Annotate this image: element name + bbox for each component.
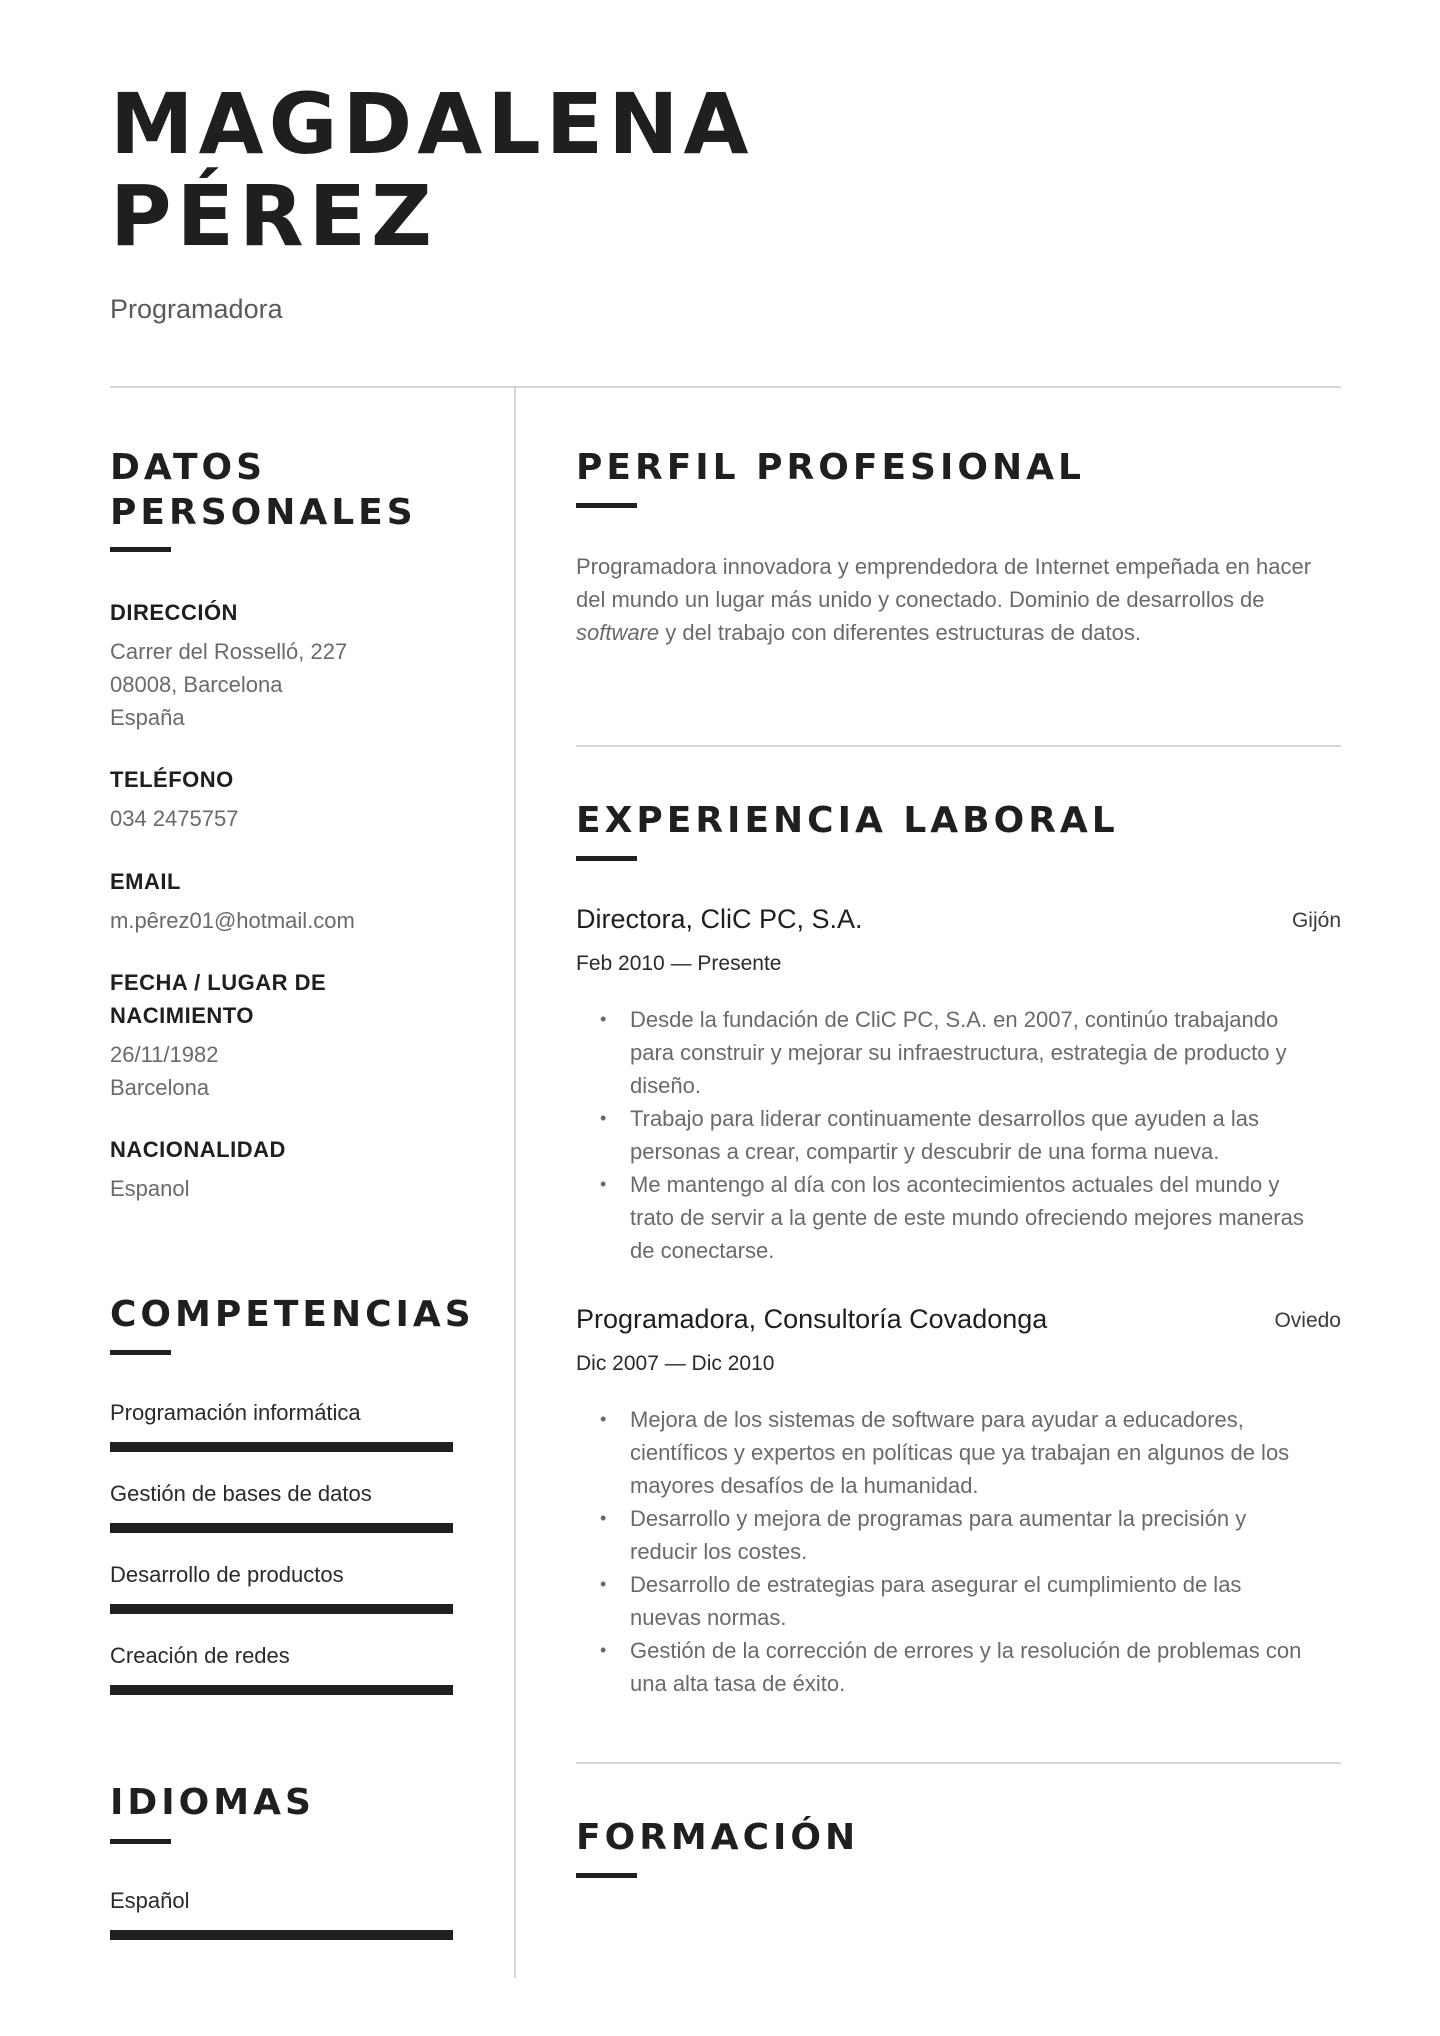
profile-text-italic: software bbox=[576, 620, 660, 645]
birth-label bbox=[110, 966, 430, 1032]
education-heading-underline bbox=[576, 1873, 637, 1878]
bullet-text: Gestión de la corrección de errores y la resolución de problemas con una alta tasa de éxito. bbox=[630, 1638, 1302, 1696]
profile-divider bbox=[576, 745, 1341, 747]
bullet-text: Me mantengo al día con los acontecimientos actuales del mundo y trato de servir a la gente de este mundo ofreciendo mejores maneras de conectarse. bbox=[630, 1172, 1304, 1263]
job-role: Programadora bbox=[110, 294, 283, 324]
header-divider bbox=[110, 386, 1341, 388]
job-title: Programadora, Consultoría Covadonga bbox=[576, 1304, 1048, 1334]
personal-heading-underline bbox=[110, 547, 171, 552]
bullet-dot: • bbox=[600, 1108, 607, 1128]
birth-place: Barcelona bbox=[110, 1075, 210, 1100]
skill-level-bar bbox=[110, 1442, 453, 1452]
profile-text-part: Programadora innovadora y emprendedora de Internet empeñada en hacer del mundo un lugar más unido y conectado. Dominio de desarrollos de bbox=[576, 554, 1312, 612]
experience-heading-underline bbox=[576, 856, 637, 861]
birth-label-line1: FECHA / LUGAR DE bbox=[110, 970, 327, 995]
profile-text-part: y del trabajo con diferentes estructuras de datos. bbox=[659, 620, 1141, 645]
bullet-dot: • bbox=[600, 1640, 607, 1660]
profile-heading-underline bbox=[576, 503, 637, 508]
languages-heading: IDIOMAS bbox=[110, 1782, 315, 1823]
bullet-dot: • bbox=[600, 1574, 607, 1594]
job-bullet bbox=[600, 1502, 1315, 1568]
languages-heading-underline bbox=[110, 1839, 171, 1844]
skill-label: Desarrollo de productos bbox=[110, 1562, 344, 1587]
birth-label-line2: NACIMIENTO bbox=[110, 1003, 254, 1028]
personal-heading-line2: PERSONALES bbox=[110, 492, 417, 533]
address-label: DIRECCIÓN bbox=[110, 600, 238, 625]
bullet-text: Mejora de los sistemas de software para ayudar a educadores, científicos y expertos en políticas que ya trabajan en algunos de los mayores desafíos de la humanidad. bbox=[630, 1407, 1290, 1498]
column-divider bbox=[514, 388, 516, 1978]
skill-label: Gestión de bases de datos bbox=[110, 1481, 372, 1506]
experience-heading: EXPERIENCIA LABORAL bbox=[576, 800, 1119, 841]
skills-heading-underline bbox=[110, 1350, 171, 1355]
address-line: 08008, Barcelona bbox=[110, 672, 283, 697]
skills-heading: COMPETENCIAS bbox=[110, 1294, 475, 1335]
bullet-text: Trabajo para liderar continuamente desarrollos que ayuden a las personas a crear, compartir y descubrir de una forma nueva. bbox=[630, 1106, 1260, 1164]
job-bullet bbox=[600, 1168, 1315, 1267]
job-bullets bbox=[600, 1403, 1315, 1700]
nationality-label: NACIONALIDAD bbox=[110, 1137, 286, 1162]
birth-date: 26/11/1982 bbox=[110, 1042, 219, 1067]
job-dates: Dic 2007 — Dic 2010 bbox=[576, 1352, 775, 1375]
job-bullet bbox=[600, 1634, 1315, 1700]
bullet-dot: • bbox=[600, 1174, 607, 1194]
bullet-text: Desarrollo y mejora de programas para aumentar la precisión y reducir los costes. bbox=[630, 1506, 1247, 1564]
phone-label: TELÉFONO bbox=[110, 767, 234, 792]
address-line: España bbox=[110, 705, 185, 730]
personal-heading bbox=[110, 445, 417, 535]
language-label: Español bbox=[110, 1888, 190, 1913]
job-bullet bbox=[600, 1568, 1315, 1634]
profile-heading: PERFIL PROFESIONAL bbox=[576, 447, 1085, 488]
name-last: PÉREZ bbox=[110, 167, 437, 265]
bullet-dot: • bbox=[600, 1009, 607, 1029]
phone-value: 034 2475757 bbox=[110, 806, 239, 831]
candidate-name bbox=[110, 75, 1010, 265]
name-first: MAGDALENA bbox=[110, 75, 754, 173]
job-bullet bbox=[600, 1003, 1315, 1102]
job-title: Directora, CliC PC, S.A. bbox=[576, 904, 863, 934]
job-city: Gijón bbox=[1291, 909, 1341, 932]
skill-level-bar bbox=[110, 1685, 453, 1695]
job-bullet bbox=[600, 1102, 1315, 1168]
birth-value bbox=[110, 1038, 218, 1104]
email-value: m.pêrez01@hotmail.com bbox=[110, 908, 355, 933]
education-heading: FORMACIÓN bbox=[576, 1817, 860, 1858]
bullet-dot: • bbox=[600, 1508, 607, 1528]
skill-label: Creación de redes bbox=[110, 1643, 290, 1668]
nationality-value: Espanol bbox=[110, 1176, 190, 1201]
experience-divider bbox=[576, 1762, 1341, 1764]
skill-level-bar bbox=[110, 1604, 453, 1614]
job-city: Oviedo bbox=[1274, 1309, 1341, 1332]
bullet-text: Desde la fundación de CliC PC, S.A. en 2007, continúo trabajando para construir y mejorar su infraestructura, estrategia de producto y diseño. bbox=[630, 1007, 1287, 1098]
language-level-bar bbox=[110, 1930, 453, 1940]
job-dates: Feb 2010 — Presente bbox=[576, 952, 782, 975]
address-value bbox=[110, 635, 347, 734]
job-bullets bbox=[600, 1003, 1315, 1267]
personal-heading-line1: DATOS bbox=[110, 447, 267, 488]
bullet-text: Desarrollo de estrategias para asegurar el cumplimiento de las nuevas normas. bbox=[630, 1572, 1242, 1630]
skill-label: Programación informática bbox=[110, 1400, 361, 1425]
address-line: Carrer del Rosselló, 227 bbox=[110, 639, 348, 664]
skill-level-bar bbox=[110, 1523, 453, 1533]
email-label: EMAIL bbox=[110, 869, 181, 894]
profile-text bbox=[576, 550, 1336, 649]
bullet-dot: • bbox=[600, 1409, 607, 1429]
job-bullet bbox=[600, 1403, 1315, 1502]
